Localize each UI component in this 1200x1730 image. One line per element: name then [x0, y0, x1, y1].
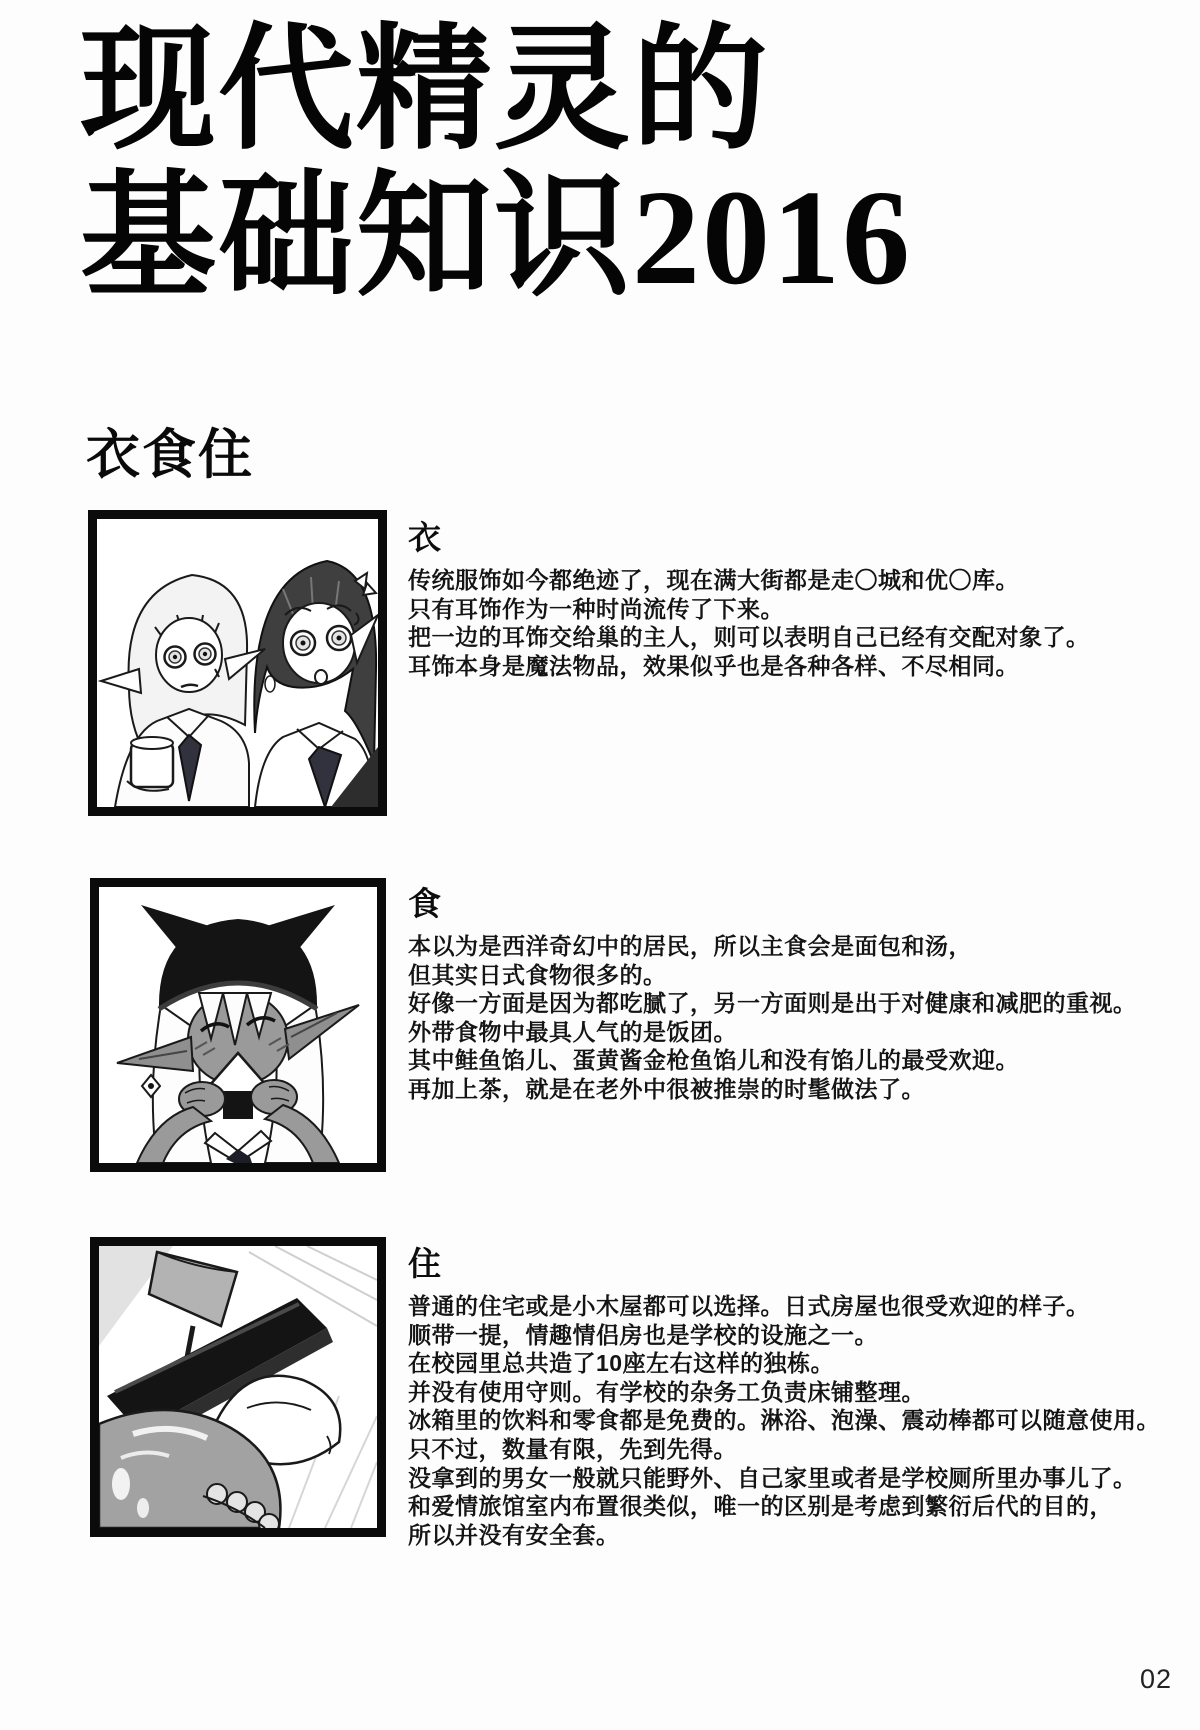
page-number: 02	[1140, 1664, 1173, 1694]
text-line: 冰箱里的饮料和零食都是免费的。淋浴、泡澡、震动棒都可以随意使用。	[408, 1407, 1160, 1434]
section-food	[408, 878, 1190, 1104]
page-title-line1: 现代精灵的	[80, 16, 770, 166]
text-line: 和爱情旅馆室内布置很类似，唯一的区别是考虑到繁衍后代的目的，	[408, 1493, 1113, 1520]
elf-eating-onigiri-icon	[99, 887, 377, 1163]
text-line: 传统服饰如今都绝迹了，现在满大街都是走〇城和优〇库。	[408, 567, 1019, 593]
room-lamp-pillow-icon	[99, 1246, 377, 1528]
text-line: 没拿到的男女一般就只能野外、自己家里或者是学校厕所里办事儿了。	[408, 1464, 1137, 1491]
text-line: 但其实日式食物很多的。	[408, 961, 667, 988]
food-illustration	[90, 878, 386, 1172]
text-line: 耳饰本身是魔法物品，效果似乎也是各种各样、不尽相同。	[408, 652, 1019, 679]
text-line: 普通的住宅或是小木屋都可以选择。日式房屋也很受欢迎的样子。	[408, 1293, 1090, 1319]
text-line: 所以并没有安全套。	[408, 1521, 620, 1548]
text-line: 其中鲑鱼馅儿、蛋黄酱金枪鱼馅儿和没有馅儿的最受欢迎。	[408, 1047, 1019, 1074]
text-line: 顺带一提，情趣情侣房也是学校的设施之一。	[408, 1321, 878, 1348]
heading-food: 食	[408, 885, 442, 922]
text-line: 外带食物中最具人气的是饭团。	[408, 1018, 737, 1045]
section-group-header: 衣食住	[86, 425, 254, 485]
text-line: 本以为是西洋奇幻中的居民，所以主食会是面包和汤，	[408, 933, 972, 959]
text-line: 再加上茶，就是在老外中很被推崇的时髦做法了。	[408, 1075, 925, 1102]
text-line: 在校园里总共造了10座左右这样的独栋。	[408, 1350, 835, 1377]
page-title	[80, 18, 912, 312]
text-line: 只有耳饰作为一种时尚流传了下来。	[408, 595, 784, 622]
elf-girls-portrait-icon	[97, 519, 378, 807]
section-housing	[408, 1238, 1190, 1549]
heading-housing: 住	[408, 1245, 442, 1282]
text-line: 把一边的耳饰交给巢的主人，则可以表明自己已经有交配对象了。	[408, 624, 1090, 651]
text-line: 并没有使用守则。有学校的杂务工负责床铺整理。	[408, 1378, 925, 1405]
heading-clothing: 衣	[408, 519, 442, 556]
text-line: 只不过，数量有限，先到先得。	[408, 1435, 737, 1462]
page-title-line2: 基础知识2016	[80, 163, 912, 313]
section-clothing	[408, 512, 1190, 680]
housing-illustration	[90, 1237, 386, 1537]
clothing-illustration	[88, 510, 387, 816]
text-line: 好像一方面是因为都吃腻了，另一方面则是出于对健康和减肥的重视。	[408, 990, 1137, 1017]
